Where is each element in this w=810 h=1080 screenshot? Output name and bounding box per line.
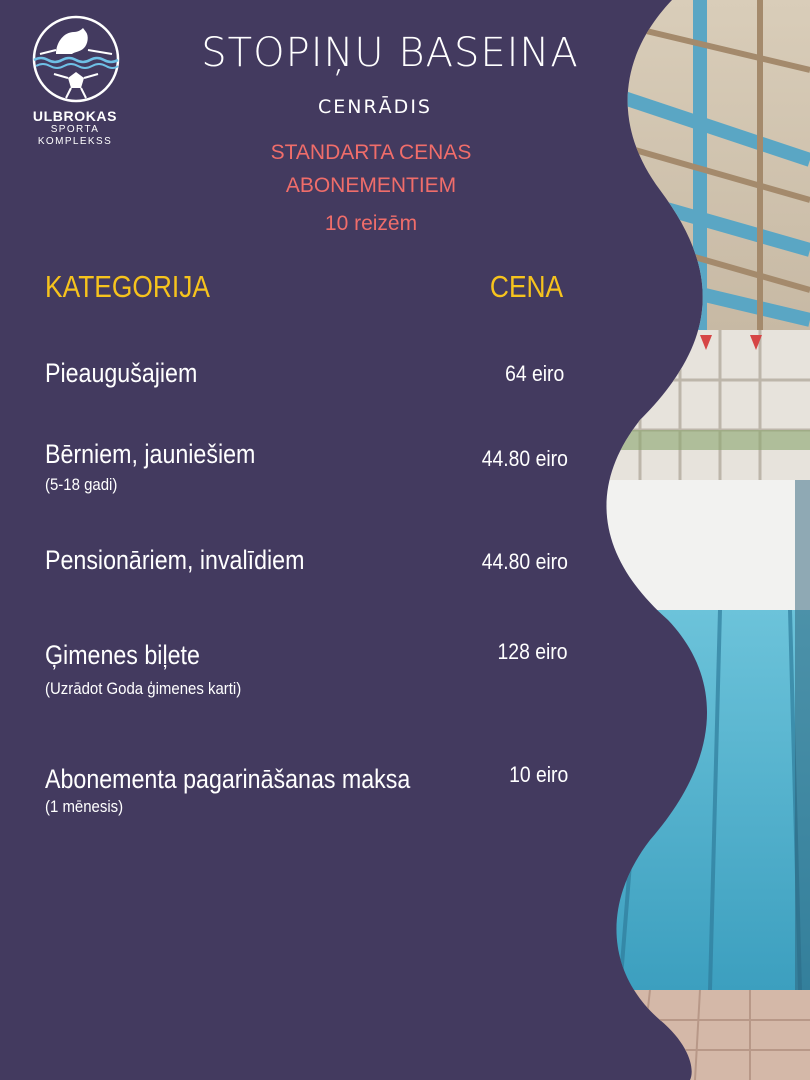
logo-line-sporta: SPORTA	[50, 124, 100, 135]
category-row-5: Abonementa pagarināšanas maksa	[45, 764, 411, 794]
column-header-category: KATEGORIJA	[45, 269, 210, 304]
price-row-3: 44.80 eiro	[481, 549, 568, 574]
column-header-price: CENA	[489, 269, 563, 304]
logo-line-komplekss: KOMPLEKSS	[37, 136, 113, 147]
standard-prices-line1: STANDARTA CENAS	[270, 141, 472, 164]
page-title: STOPIŅU BASEINA	[201, 30, 579, 76]
price-row-4: 128 eiro	[498, 639, 568, 664]
standard-prices-line2: ABONEMENTIEM	[285, 174, 457, 197]
price-row-5: 10 eiro	[508, 762, 568, 787]
price-row-1: 64 eiro	[504, 361, 564, 386]
price-row-2: 44.80 eiro	[481, 446, 568, 471]
note-row-5: (1 mēnesis)	[45, 797, 124, 816]
category-row-4: Ģimenes biļete	[45, 640, 200, 670]
category-row-3: Pensionāriem, invalīdiem	[45, 545, 305, 575]
page-subtitle: CENRĀDIS	[318, 96, 432, 118]
note-row-4: (Uzrādot Goda ģimenes karti)	[45, 679, 242, 698]
note-row-2: (5-18 gadi)	[45, 475, 118, 494]
logo-name: ULBROKAS	[32, 108, 118, 124]
visits-count: 10 reizēm	[324, 212, 418, 235]
category-row-2: Bērniem, jauniešiem	[45, 439, 256, 469]
category-row-1: Pieaugušajiem	[45, 358, 198, 388]
